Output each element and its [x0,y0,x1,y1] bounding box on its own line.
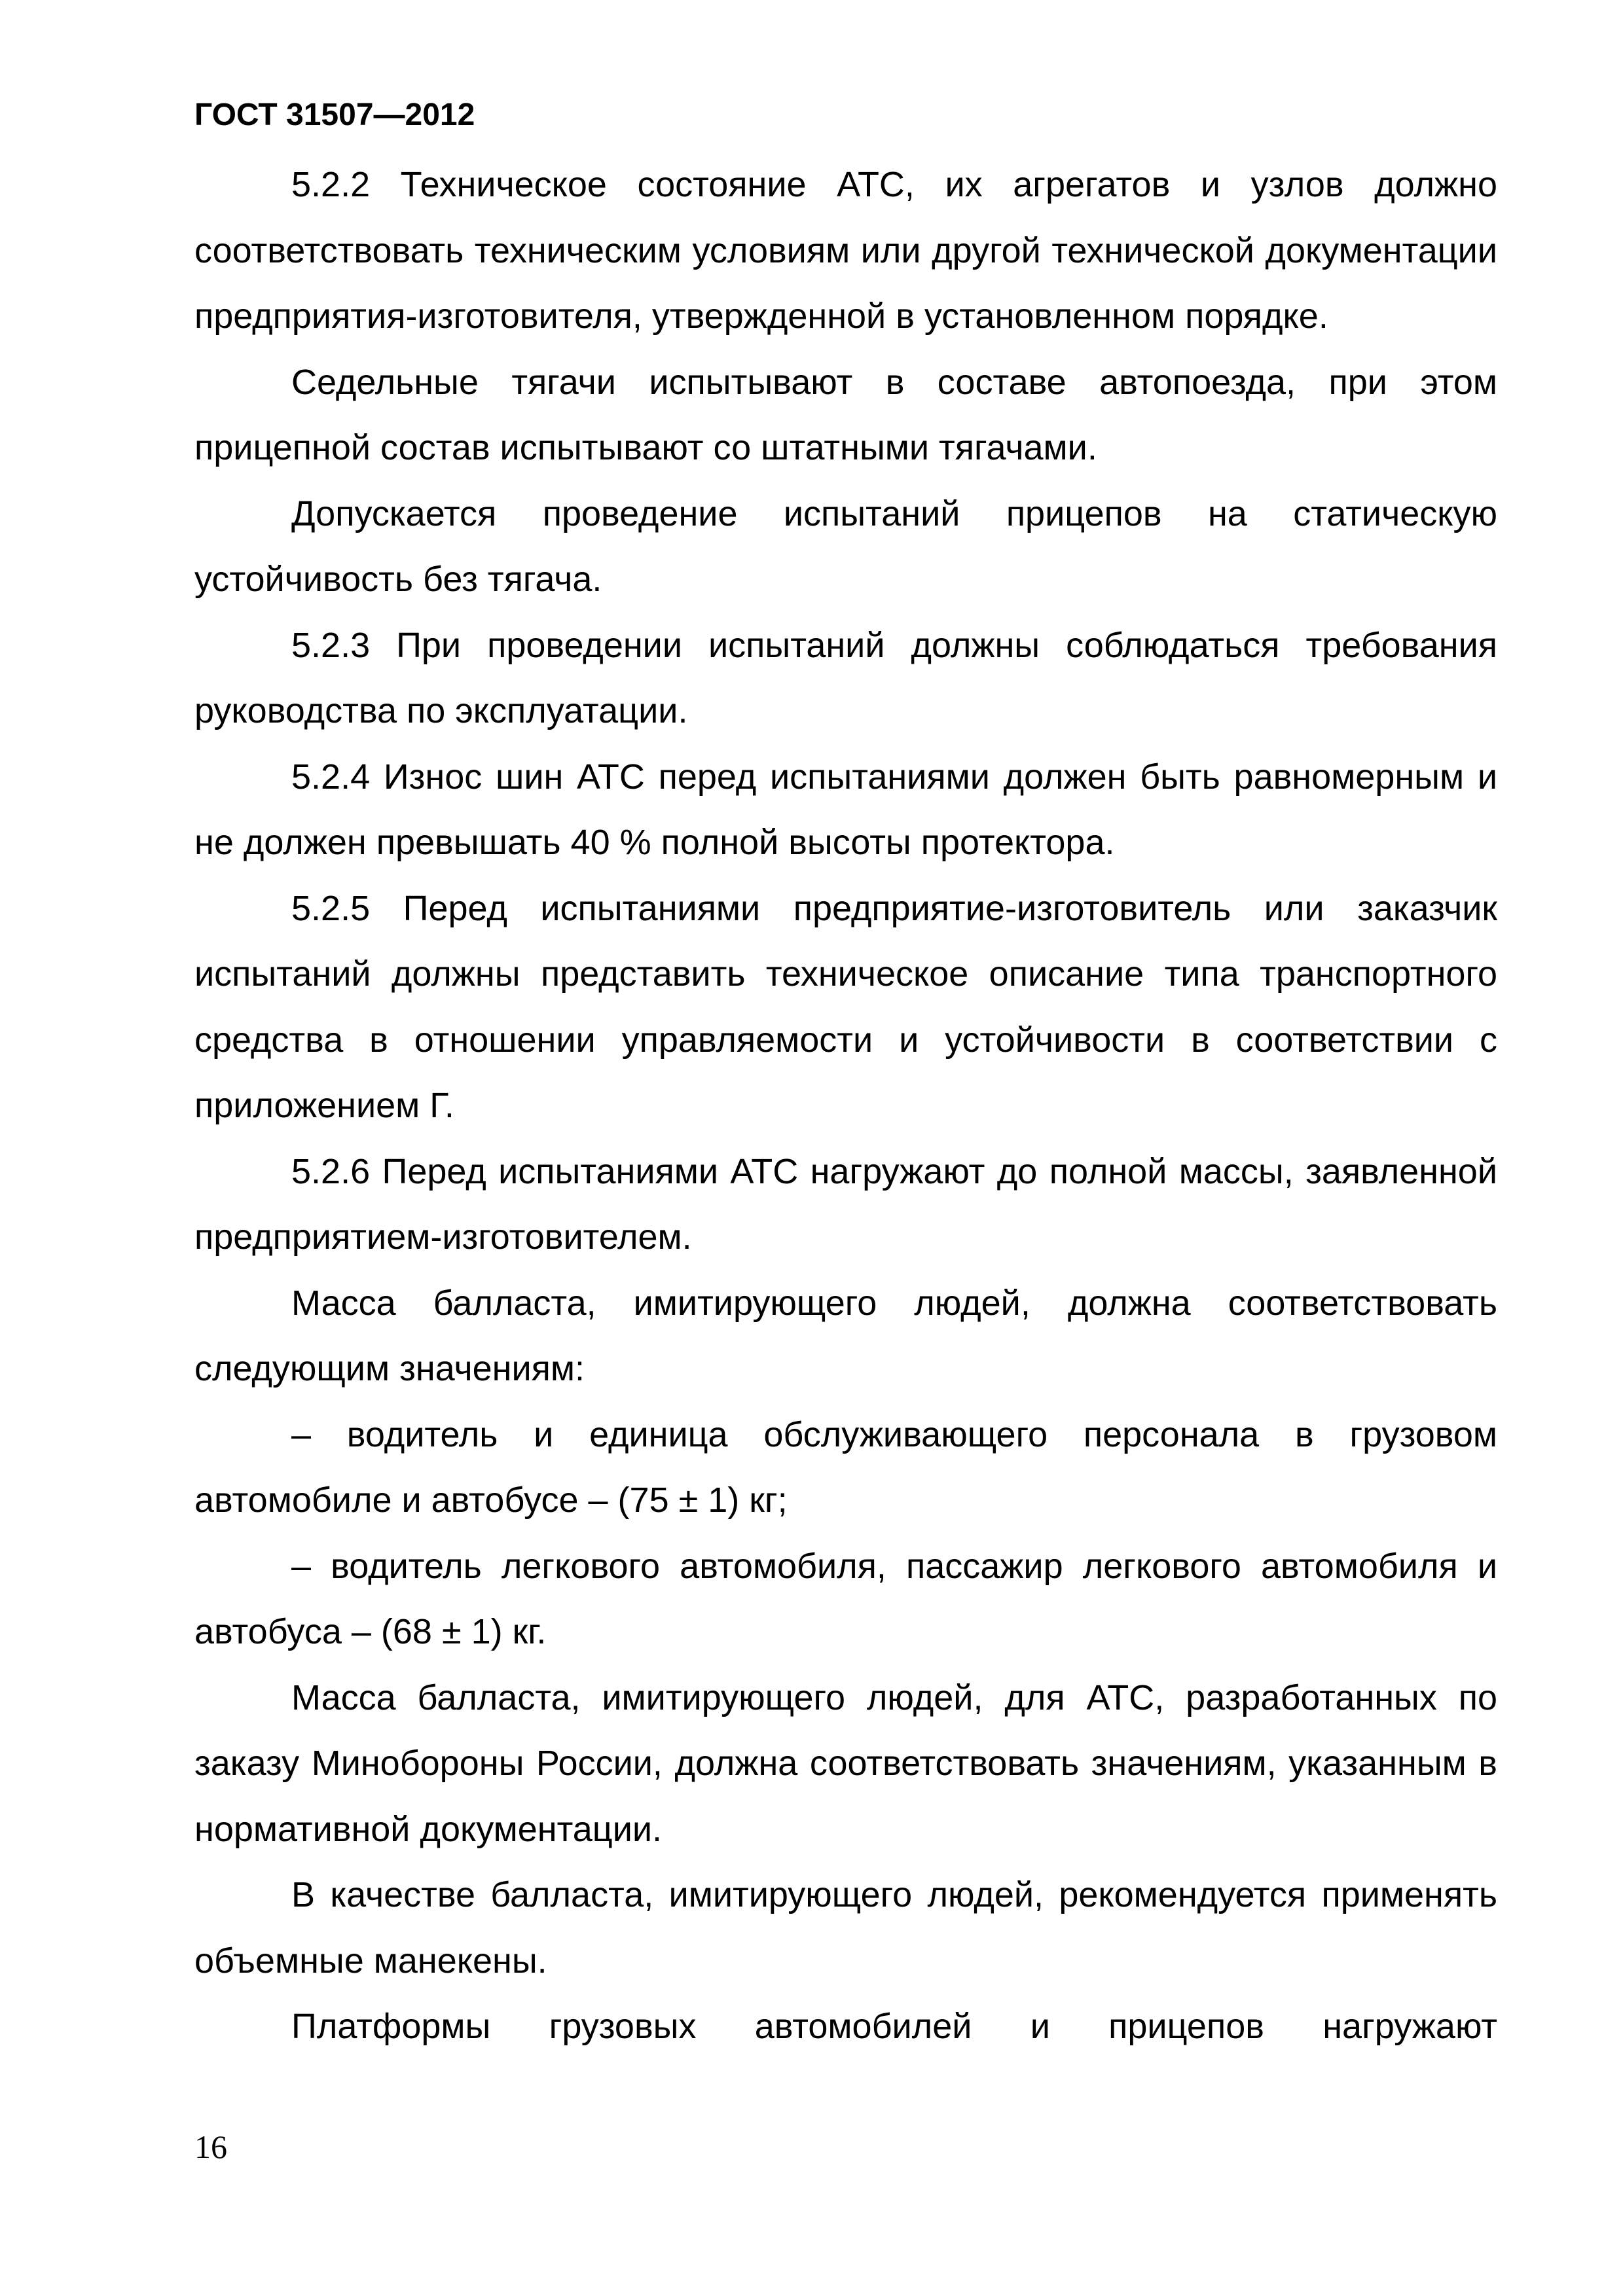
paragraph-semitrailer-tractors: Седельные тягачи испытывают в составе автопоезда, при этом прицепной состав испытывают со штатными тягачами. [194,362,1497,467]
paragraph-static-stability: Допускается проведение испытаний прицепов на статическую устойчивость без тягача. [194,493,1497,599]
paragraph-platforms-loading: Платформы грузовых автомобилей и прицепов нагружают [291,2007,1497,2046]
paragraph-5-2-4: 5.2.4 Износ шин АТС перед испытаниями должен быть равномерным и не должен превышать 40 % полной высоты протектора. [194,757,1497,862]
paragraph-5-2-5: 5.2.5 Перед испытаниями предприятие-изготовитель или заказчик испытаний должны представить техническое описание типа транспортного средства в отношении управляемости и устойчивости в соответствии с приложением Г. [194,888,1497,1125]
paragraph-ballast-mass: Масса балласта, имитирующего людей, должна соответствовать следующим значениям: [194,1283,1497,1388]
document-code-header: ГОСТ 31507—2012 [194,98,475,132]
paragraph-5-2-3: 5.2.3 При проведении испытаний должны соблюдаться требования руководства по эксплуатации. [194,625,1497,730]
page-body [194,152,1497,2060]
page-number: 16 [194,2128,227,2165]
paragraph-5-2-2: 5.2.2 Техническое состояние АТС, их агрегатов и узлов должно соответствовать техническим условиям или другой технической документации предприятия-изготовителя, утвержденной в установленном порядке. [194,165,1497,336]
paragraph-ballast-mod: Масса балласта, имитирующего людей, для АТС, разработанных по заказу Минобороны России, должна соответствовать значениям, указанным в нормативной документации. [194,1677,1497,1849]
list-item-driver-truck-bus: – водитель и единица обслуживающего персонала в грузовом автомобиле и автобусе – (75 ± 1) кг; [194,1414,1497,1520]
paragraph-5-2-6: 5.2.6 Перед испытаниями АТС нагружают до полной массы, заявленной предприятием-изготовителем. [194,1151,1497,1257]
paragraph-mannequins: В качестве балласта, имитирующего людей, рекомендуется применять объемные манекены. [194,1875,1497,1981]
list-item-driver-passenger-car: – водитель легкового автомобиля, пассажир легкового автомобиля и автобуса – (68 ± 1) кг. [194,1546,1497,1651]
